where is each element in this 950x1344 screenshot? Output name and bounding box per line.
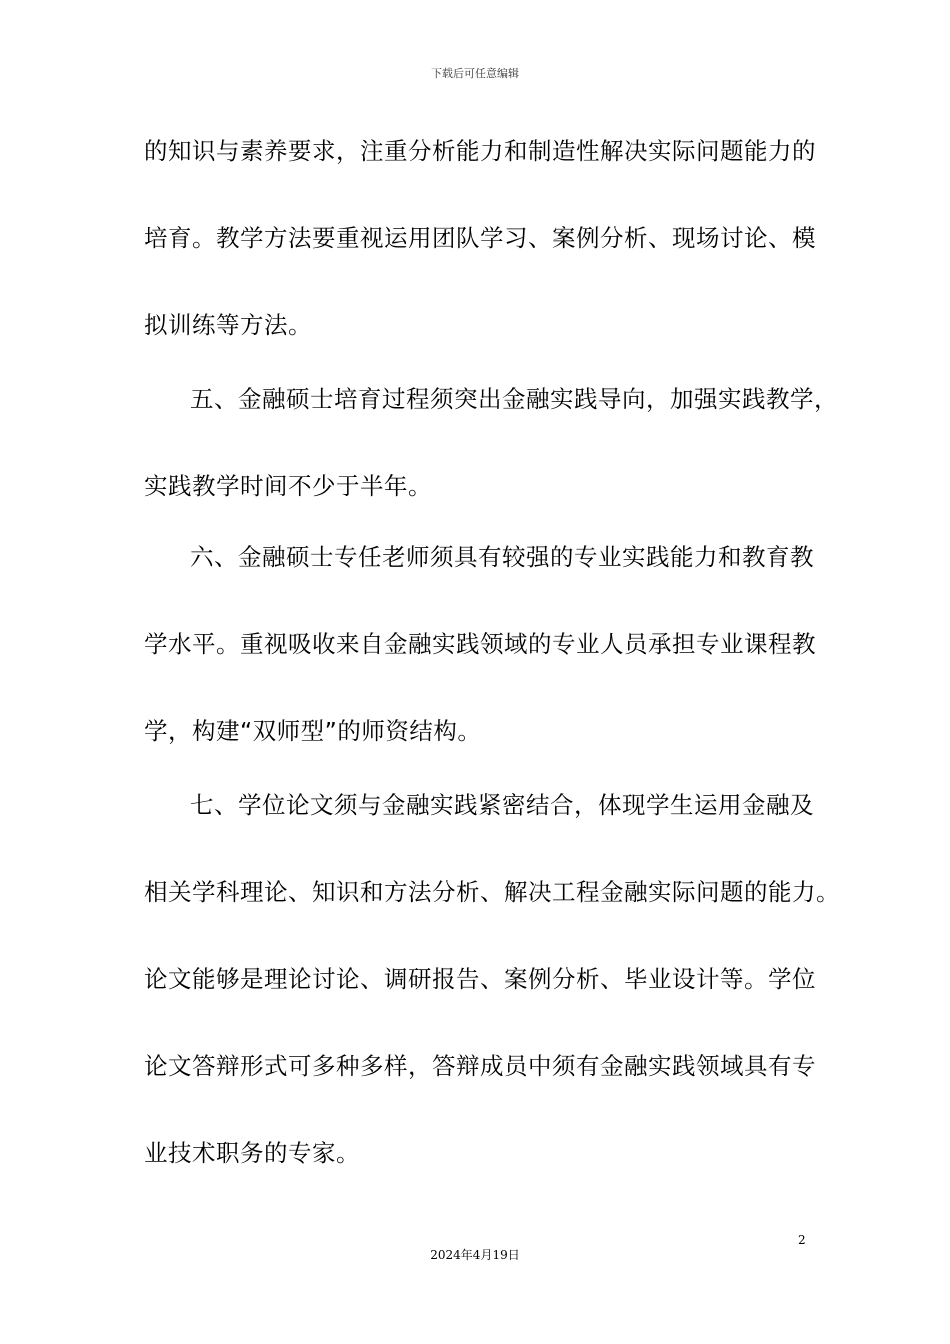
text-line: 培育。教学方法要重视运用团队学习、案例分析、现场讨论、模	[144, 224, 816, 252]
text-line: 业技术职务的专家。	[144, 1139, 360, 1167]
paragraph-seven-start: 七、学位论文须与金融实践紧密结合，体现学生运用金融及	[190, 791, 814, 819]
page-number: 2	[798, 1233, 806, 1247]
text-line: 论文能够是理论讨论、调研报告、案例分析、毕业设计等。学位	[144, 965, 816, 993]
text-line: 论文答辩形式可多种多样，答辩成员中须有金融实践领域具有专	[144, 1052, 816, 1080]
text-line: 学，构建“双师型”的师资结构。	[144, 717, 482, 745]
paragraph-five-start: 五、金融硕士培育过程须突出金融实践导向，加强实践教学，	[190, 385, 838, 413]
text-line: 拟训练等方法。	[144, 311, 312, 339]
text-line: 学水平。重视吸收来自金融实践领域的专业人员承担专业课程教	[144, 630, 816, 658]
paragraph-six-start: 六、金融硕士专任老师须具有较强的专业实践能力和教育教	[190, 543, 814, 571]
page-header: 下载后可任意编辑	[431, 67, 519, 80]
footer-date: 2024年4月19日	[430, 1248, 520, 1262]
text-line: 的知识与素养要求，注重分析能力和制造性解决实际问题能力的	[144, 137, 816, 165]
text-line: 相关学科理论、知识和方法分析、解决工程金融实际问题的能力。	[144, 878, 840, 906]
text-line: 实践教学时间不少于半年。	[144, 472, 432, 500]
